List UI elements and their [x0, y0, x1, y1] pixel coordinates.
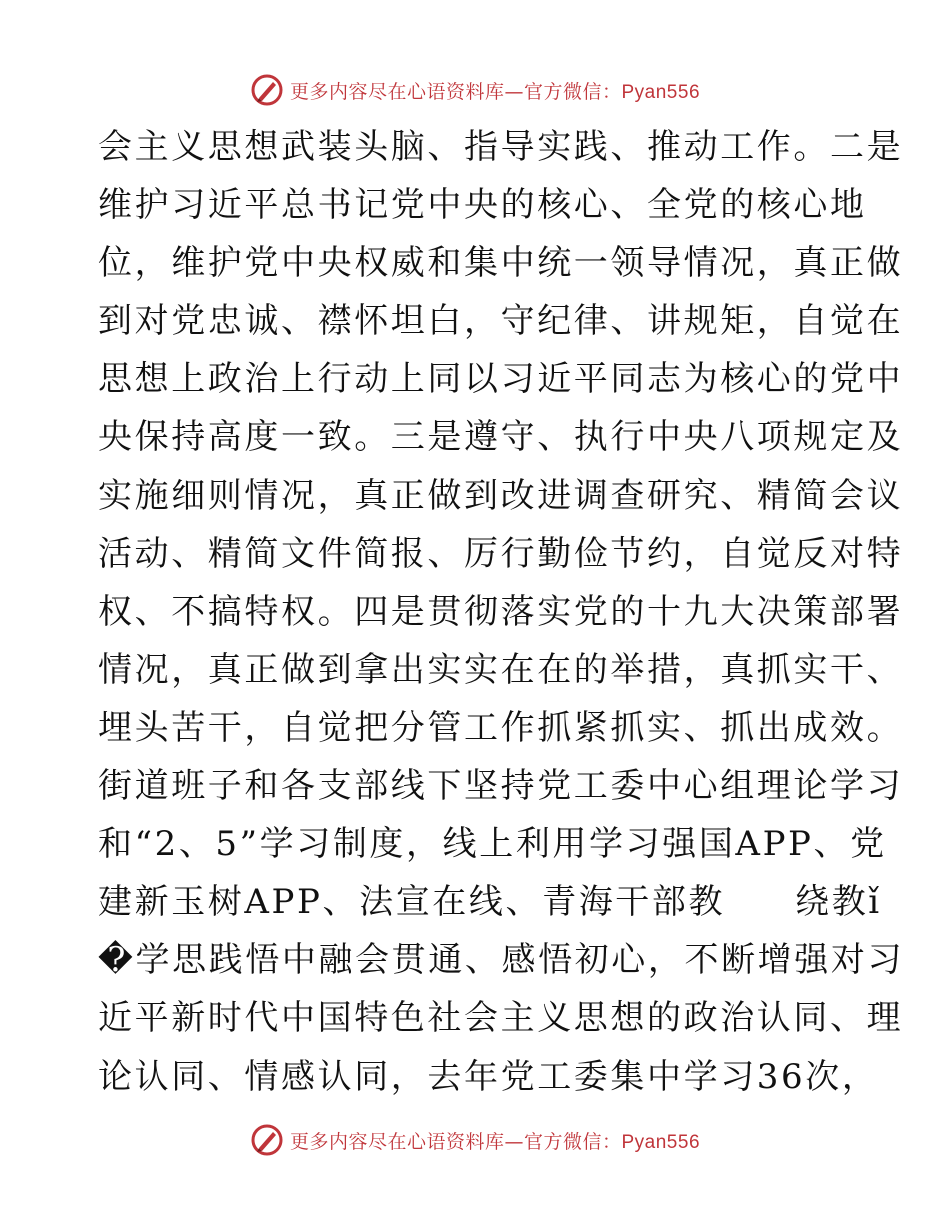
watermark-text	[290, 1127, 700, 1154]
watermark-account: Pyan556	[621, 81, 701, 103]
pen-logo-icon	[250, 1123, 284, 1157]
text-line: 央保持高度一致。三是遵守、执行中央八项规定及	[98, 417, 904, 458]
text-line: 和“2、5”学习制度，线上利用学习强国APP、党	[98, 824, 887, 865]
text-line: 到对党忠诚、襟怀坦白，守纪律、讲规矩，自觉在	[98, 301, 904, 342]
garbled-glyph: �	[98, 940, 136, 981]
watermark-dash: —	[504, 1130, 524, 1153]
pen-logo-icon	[250, 73, 284, 107]
text-line: 维护习近平总书记党中央的核心、全党的核心地	[98, 185, 867, 226]
text-line: 会主义思想武装头脑、指导实践、推动工作。二是	[98, 127, 904, 167]
text-line: 位，维护党中央权威和集中统一领导情况，真正做	[98, 243, 904, 284]
text-line: 思想上政治上行动上同以习近平同志为核心的党中	[98, 359, 904, 400]
watermark-official-label: 官方微信：	[523, 1130, 622, 1153]
watermark-header	[0, 70, 950, 110]
watermark-text	[290, 77, 700, 104]
text-line: 情况，真正做到拿出实实在在的举措，真抓实干、	[98, 649, 904, 690]
text-line-garbled-start	[98, 931, 905, 989]
watermark-brand: 更多内容尽在心语资料库	[289, 80, 505, 103]
watermark-footer	[0, 1120, 950, 1160]
text-line-rest: 学思践悟中融会贯通、感悟初心，不断增强对习	[135, 940, 905, 981]
document-body	[98, 118, 905, 1106]
watermark-dash: —	[504, 80, 524, 103]
watermark-brand: 更多内容尽在心语资料库	[289, 1130, 505, 1153]
watermark-official-label: 官方微信：	[523, 80, 622, 103]
text-line: 权、不搞特权。四是贯彻落实党的十九大决策部署	[98, 591, 904, 632]
watermark-account: Pyan556	[621, 1131, 701, 1153]
text-line: 活动、精简文件简报、厉行勤俭节约，自觉反对特	[98, 533, 904, 574]
text-line: 街道班子和各支部线下坚持党工委中心组理论学习	[98, 766, 904, 807]
text-line: 近平新时代中国特色社会主义思想的政治认同、理	[98, 998, 904, 1039]
text-line: 实施细则情况，真正做到改进调查研究、精简会议	[98, 475, 904, 516]
text-line: 埋头苦干，自觉把分管工作抓紧抓实、抓出成效。	[98, 707, 904, 748]
text-line-broken	[98, 873, 882, 931]
text-line-head: 建新玉树APP、法宣在线、青海干部教	[98, 882, 726, 923]
text-line: 论认同、情感认同，去年党工委集中学习36次，	[98, 1056, 879, 1097]
text-line-garbled-tail: 绕教ǐ	[795, 882, 882, 923]
